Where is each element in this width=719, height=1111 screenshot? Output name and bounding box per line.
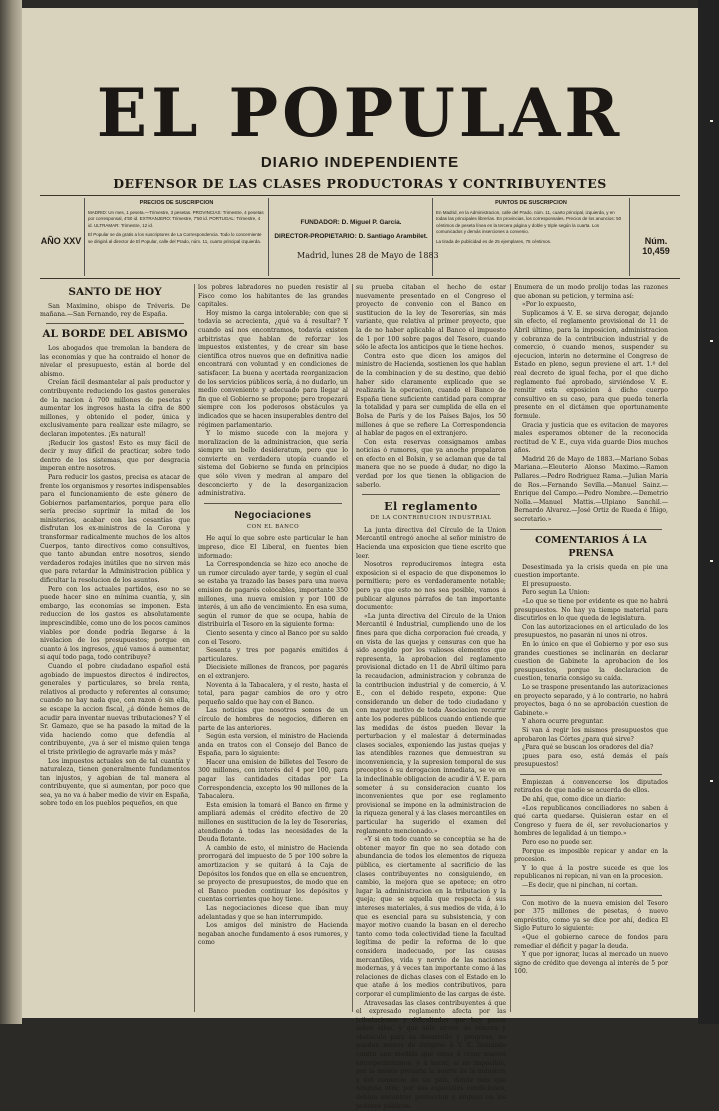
prices-note: El Popular se da gratis a los suscriptores de La Correspondencia. Todo lo concerniente se dirigirá al director de El Popular, calle del Prado, núm. 11, cuarto principal izquierda. [88, 232, 265, 245]
paragraph: Creían fácil desmantelar al país productor y contribuyente reduciendo los gastos generales de la nacion á 700 millones de pesetas y aumentar los ingresos hasta la cifra de 800 millones, y obtenido el poder, única y exclusivamente para realizar este milagro, se declaran impotentes. ¡Es natural! [40, 379, 190, 439]
paragraph: «Los republicanos conciliadores no saben á qué carta quedarse. Quisieran estar en el Congreso y fuera de él, ser revolucionarios y hombres de legalidad á un tiempo.» [514, 805, 668, 839]
paragraph: Los impuestos actuales son de tal cuantía y naturaleza, tienen generalmente fundamentos tan injustos, y agobian de tal manera al contribuyente, que si aumentan, por poco que sea, ya no va á haber medio de vivir en España, sobre todo en los pueblos pequeños, en que [40, 758, 190, 810]
paragraph: Y ahora ocurre preguntar. [514, 718, 668, 727]
paragraph: Suplicamos á V. E. se sirva derogar, dejando sin efecto, el reglamento provisional de 11 de Abril último, para la imposicion, administracion y cobranza de la contribucion industrial y de comercio, ó cuando menos, suspender su ejecucion, interin no determine el Congreso de Estado en pleno, segun previene el art. 1.º del real decreto de igual fecha, por el que dicho reglamento fué aprobado, sirviéndose V. E. remitir esta exposicion á dicho cuerpo consultivo en su caso, para que pueda tenerla presente en el dictámen que oportunamente formule. [514, 310, 668, 422]
paragraph: los pobres labradores no pueden resistir al Fisco como los habitantes de las grandes capitales. [198, 284, 348, 310]
edge-mark [710, 780, 713, 782]
article-heading: AL BORDE DEL ABISMO [40, 328, 190, 341]
paragraph: Atravesadas las clases contribuyentes á que el expresado reglamento afecta por las tributaciones y dificultades que hoy pesan sobre ellas, y que sólo sirven de rémora y obstáculo para su desarrollo y progreso, no pueden menos de dirigirse á V. E. llamando contra una medida que viene á crear nuevos entorpecimientos, y á hacer, si no imposible, por lo menos precaria la suerte de la industria y del comercio de un país, donde más que ninguna otra, por sus especiales condiciones, debían encontrar proteccion y amparo en los poderes públicos. [356, 1000, 506, 1111]
paragraph: Las noticias que nosotros somos de un círculo de hombres de negocios, difieren en parte de las anteriores. [198, 707, 348, 733]
prices-text: MADRID: Un mes, 1 peseta.—Trimestre, 3 pesetas. PROVINCIAS: Trimestre, 4 pesetas por corresponsal, 4'50 id. EXTRANJERO: Trimestre, 7'50 id. PORTUGAL: Trimestre, 4 id. ULTRAMAR: Trimestre, 12 id. [88, 210, 265, 230]
santo-heading: SANTO DE HOY [40, 286, 190, 299]
director-line: DIRECTOR-PROPIETARIO: D. Santiago Arambilet. [272, 230, 430, 244]
edge-mark [710, 120, 713, 122]
paragraph: Cuando el pobre ciudadano español está agobiado de impuestos directos é indirectos, generales y particulares, so brela renta, relativos al producto y referentes al consumo; cuando no hay nada que, con razon ó sin ella, se escape la accion fiscal, ¿á dónde hemos de acudir para inventar nuevas tributaciones? Y el Sr. Gamazo, que se ha pasado la mitad de la vida haciendo como que defendía al contribuyente, ¿va á ser el mismo quien tenga el triste privilegio de agravarle más y más? [40, 663, 190, 758]
paragraph: Contra esto que dicen los amigos del ministro de Hacienda, sostienen los que hablan de la combinacion y de su destino, que debió haber sido claramente explicado que se realizaría la operacion, cuando el Banco de España tiene suficiente cantidad para comprar la totalidad y para ser cumplida de ella en el Bolsa de París y de los Países Bajos, los 50 millones á que se refiere La Correspondencia al hablar de pagos en el extranjero. [356, 353, 506, 439]
paragraph: ¡Reducir los gastos! Esto es muy fácil de decir y muy difícil de practicar, sobre todo dentro de los sistemas, que por desgracia imperan entre nosotros. [40, 440, 190, 474]
paragraph: Los abogados que tremolan la bandera de las economías y que ha contraido el honor de nivelar el presupuesto, están al borde del abismo. [40, 345, 190, 379]
article-subheading: CON EL BANCO [198, 523, 348, 532]
paragraph: Pero segun La Union: [514, 589, 668, 598]
section-rule [520, 529, 662, 530]
paragraph: «Lo que se tiene por evidente es que no habrá presupuestos. No hay ya tiempo material para discutirlos en lo que queda de legislatura. [514, 598, 668, 624]
paragraph: su prueba citaban el hecho de estar nuevamente presentado en el Congreso el proyecto de convenio con el Banco en sustitucion de la ley de Tesorerías, sin más variante, que relativa al primer proyecto, que la de no haber aplicable al Banco el impuesto de 1 por 100 sobre pagos del Tesoro, cuando sólo le afecta los anticipos que le tiene hechos. [356, 284, 506, 353]
paragraph: ¿Para qué se buscan los oradores del día? [514, 744, 668, 753]
paragraph: En lo único en que el Gobierno y por eso sus grandes cuestiones se inclinarán en declarar cuestion de Gabinete la aprobacion de los presupuestos, porque la declaracion de cuestion, tenaria consigo su caída. [514, 641, 668, 684]
paragraph: Esta emision la tomará el Banco en firme y ampliará además el crédito efectivo de 20 millones en sustitucion de la ley de Tesorerías, atendiendo á todas las necesidades de la Deuda flotante. [198, 802, 348, 845]
masthead-subtitle: DIARIO INDEPENDIENTE [22, 154, 698, 171]
points-note: La tirada de publicidad es de 25 ejemplares, 75 céntimos. [436, 239, 626, 246]
paragraph: La Correspondencia se hizo eco anoche de un rumor circulado ayer tarde, y según el cual se estaba ya trazado las bases para una nueva emision de pagarés colocables, importante 350 millones, una nueva emision y por 100 de interés, á un año de vencimiento. En esa suma, según el rumor de que se ocupa, había de distribuirla el Tesoro en la siguiente forma: [198, 561, 348, 630]
paragraph: Enumera de un modo prolijo todas las razones que abonan su peticion, y termina así: [514, 284, 668, 301]
paragraph: Hoy mismo la carga intolerable; con que si todavía se acrecienta, ¿qué va á resultar? Y cuando así nos encontramos, todavía existen arbitristas que hablan de reforzar los impuestos existentes, y de crear sin base científica otros nuevos que en definitiva nadie encontrará con voluntad y en condiciones de satisfacer. La buena y acertada reorganizacion de los servicios públicos sería, á no dudarlo, un medio conveniente y adecuado para llegar al fin que el Gobierno se propone; pero tropezará siempre con los poderosos obstáculos ya indicados que se hacen insuperables dentro del régimen parlamentario. [198, 310, 348, 430]
paragraph: Porque es imposible repicar y andar en la procesion. [514, 848, 668, 865]
issue-number: Núm. 10,459 [632, 198, 680, 276]
paragraph: Desestimada ya la crisis queda en pie una cuestion importante. [514, 564, 668, 581]
section-rule [362, 494, 500, 495]
paragraph: De ahí, que, como dice un diario: [514, 796, 668, 805]
column-divider [352, 284, 353, 1012]
paragraph: Lo se traspone presentando las autorizaciones en proyecto separado, y á lo contrario, no habrá proyectos, baga ó no se aprobación cuestion de Gabinete.» [514, 684, 668, 718]
paragraph: «Por lo expuesto, [514, 301, 668, 310]
section-rule [204, 503, 342, 504]
paragraph: Pero eso no puede ser. [514, 839, 668, 848]
masthead-title: EL POPULAR [22, 78, 698, 148]
newspaper-page [22, 8, 698, 1018]
article-subheading: DE LA CONTRIBUCION INDUSTRIAL [356, 514, 506, 523]
column-2 [198, 284, 348, 1014]
paragraph: Con motivo de la nueva emision del Tesoro por 375 millones de pesetas, ó nuevo empréstito, como ya se dice por ahí, dedica El Siglo Futuro lo siguiente: [514, 900, 668, 934]
paragraph: Los amigos del ministro de Hacienda negaban anoche fundamento á esos rumores, y como [198, 922, 348, 948]
paragraph: Y lo que á la postre sucede es que los republicanos ni repican, ni van en la procesion. [514, 865, 668, 882]
subscription-prices [84, 198, 269, 276]
paragraph: Gracia y justicia que es evitacion de mayores males esperamos obtener de la reconocida rectitud de V. E., cuya vida guarde Dios muchos años. [514, 422, 668, 456]
article-heading: COMENTARIOS Á LA PRENSA [514, 534, 668, 560]
section-rule [520, 895, 662, 896]
column-4 [514, 284, 668, 1014]
column-1 [40, 284, 190, 1014]
points-heading: PUNTOS DE SUSCRIPCION [436, 200, 626, 207]
paragraph: Noventa á la Tabacalera, y el resto, hasta el total, para pagar cambios de oro y otro pequeño saldo que hay con el Banco. [198, 682, 348, 708]
paragraph: «Que el gobierno carece de fondos para remediar el déficit y pagar la deuda. [514, 934, 668, 951]
subscription-points [432, 198, 630, 276]
issue-date: Madrid, lunes 28 de Mayo de 1883 [297, 251, 439, 260]
issue-year: AÑO XXV [40, 198, 82, 276]
paragraph: Para reducir los gastos, precisa es atacar de frente los organismos y resortes indispensables para el funcionamiento de este género de Gobiernos parlamentarios, porque para ello sería preciso suprimir la mitad de los ministerios, acabar con las cesantías que disfrutan los ex-ministros de la Corona y transformar radicalmente muchos de los altos Cuerpos, tanto directivos como consultivos, que tanto abundan entre nosotros, siendo verdaderos rodajes inútiles que no sirven más que para retardar la Administracion pública y dificultar la resolucion de los asuntos. [40, 474, 190, 586]
binding-gutter [0, 0, 22, 1024]
paragraph: —Es decir, que ni pinchan, ni cortan. [514, 882, 668, 891]
column-divider [510, 284, 511, 1012]
paragraph: Y lo mismo sucede con la mejora y moralizacion de la administracion, que sería siempre un bello desideratum, pero que lo convierte en verdadera utopía cuando el sistema del Gobierno se funda en principios que sólo viven y medran al amparo del desconcierto y de la desorganizacion administrativa. [198, 430, 348, 499]
paragraph: «Y si en todo cuanto se conceptúa se ha de obtener mayor fin que no sea dotado con abundancia de todos los elementos de riqueza pública, es ciertamente al sacrificio de las clases contribuyentes no consiguiendo, en cambio, la mejora que se apetece; en otro lugar la administracion en la tributacion y la queja; que se aquella que respecta á sus intereses materiales, á sus medios de vida, á lo que es esencial para su subsistencia, y con mayor motivo cuando la basan en el derecho tanto como toda colectividad tiene la facultad legítima de pedir la reforma de lo que considera inadecuado, por las causas mercantiles, vida y nervio de las naciones modernas, y á veces tan importante como á las relaciones de dichas clases con el Estado en lo que atañe á los medios contributivos, para corporar el cumplimiento de las cargas de éste. [356, 836, 506, 999]
paragraph: Si van á regir los mismos presupuestos que aprobaron las Córtes ¿para qué sirve? [514, 727, 668, 744]
prices-heading: PRECIOS DE SUSCRIPCION [88, 200, 265, 207]
points-text: En Madrid, en la Administracion, calle del Prado, núm. 11, cuarto principal, izquierda, y en todas las principales librerías. En provincias, los corresponsales. Precios de los anuncios: 50 céntimos de peseta línea en la tercera página y doble y triple según la cuarta. Los comunicados y demás inserciones a convenio. [436, 210, 626, 236]
paragraph: Según esta version, el ministro de Hacienda anda en tratos con el Consejo del Banco de España, para lo siguiente: [198, 733, 348, 759]
paragraph: Las negociaciones dicese que iban muy adelantadas y que se han interrumpido. [198, 905, 348, 922]
paragraph: Empiezan á convencerse los diputados retirados de que nadie se acuerda de ellos. [514, 779, 668, 796]
paragraph: La junta directiva del Círculo de la Union Mercantil entregó anoche al señor ministro de Hacienda una exposicion que tiene escrito que leer. [356, 527, 506, 561]
founder-line: FUNDADOR: D. Miguel P. García. [272, 216, 430, 230]
paragraph: Pero con los actuales partidos, eso no se puede hacer sino en mínima cuantía, y, sin embargo, las economías se imponen. Esta reduccion de los gastos es absolutamente imprescindible, como uno de los pocos caminos viables por donde podría llegarse á la nivelacion de los presupuestos; porque en cuanto á los ingresos, ¿qué vamos á aumentar, si aquí todo paga, todo contribuye? [40, 586, 190, 663]
edge-mark [710, 560, 713, 562]
section-rule [46, 323, 184, 324]
info-bar [40, 198, 680, 276]
header-rule [40, 195, 680, 196]
article-heading: Negociaciones [198, 510, 348, 522]
paragraph: Diecisiete millones de francos, por pagarés en el extranjero. [198, 664, 348, 681]
santo-text: San Maximino, obispo de Tréveris. De mañana.—San Fernando, rey de España. [40, 303, 190, 319]
paragraph: Hacer una emision de billetes del Tesoro de 300 millones, con interés del 4 por 100, para pagar las cantidades citadas por La Correspondencia, excepto los 90 millones de la Tabacalera. [198, 759, 348, 802]
scan-edge [698, 0, 719, 1024]
paragraph: Con esta reservas consignamos ambas noticias ó rumores, que ya anoche propalaron en efecto en el Bolsin, y se aclaman que de tal manera que no se puede á dudar, no digo la verdad por los que tienen la obligacion de saberlo. [356, 439, 506, 491]
column-divider [194, 284, 195, 1012]
column-3 [356, 284, 506, 1014]
paragraph: Sesenta y tres por pagarés emitidos á particulares. [198, 647, 348, 664]
edge-mark [710, 340, 713, 342]
masthead-motto: DEFENSOR DE LAS CLASES PRODUCTORAS Y CONTRIBUYENTES [22, 176, 698, 191]
article-heading: El reglamento [356, 501, 506, 513]
info-rule [40, 278, 680, 279]
paragraph: ¡pues para eso, está demás el país presupuestos! [514, 753, 668, 770]
paragraph: He aquí lo que sobre este particular le han impreso, dice El Liberal, en fuentes bien informado: [198, 535, 348, 561]
section-rule [520, 774, 662, 775]
paragraph: Y que por ignorar, lucas al mercado un nuevo signo de crédito que devenga al interés de 5 por 100. [514, 951, 668, 977]
paragraph: Ciento sesenta y cinco al Banco por su saldo con el Tesoro. [198, 630, 348, 647]
paragraph: A cambio de esto, el ministro de Hacienda prorrogará del impuesto de 5 por 100 sobre la amortizacion y se quitará á la Caja de Depósitos los fondos que en ella se encuentren, se proyecto de presupuestos, de modo que en el Banco pueden continuar los depósitos y cuentas corrientes que hoy tiene. [198, 845, 348, 905]
paragraph: Nosotros reproduciremos íntegra esta exposicion si el espacio de que disponemos lo permitiera; pero es verdaderamente notable; pero ya que esto no nos sea posible, vamos á publicar algunos párrafos de tan importante documento: [356, 561, 506, 613]
founder-block [272, 198, 430, 294]
paragraph: Con las autorizaciones en el articulado de los presupuestos, no pasarán ni unos ni otros. [514, 624, 668, 641]
paragraph: Madrid 26 de Mayo de 1883.—Mariano Sobas Mariana.—Eleuterio Alonso Maximo.—Ramon Pallares.—Pedro Rodriguez Rama.—Julian Maria de Ros.—Fernando Sevilla.—Manuel Sainz.—Enrique del Campo.—Pedro Nombre.—Demetrio Nolla.—Manuel Mattis.—Ulpiano Sanchil.—Bernardo Alvarez.—José Ortiz de Rueda é Iñigo, secretario.» [514, 456, 668, 525]
paragraph: El presupuesto. [514, 581, 668, 590]
paragraph: «La junta directiva del Círculo de la Union Mercantil é Industrial, cumpliendo uno de los fines para que dicha corporacion fué creada, y en vista de las quejas y censuras con que ha sido acogido por los valiosos elementos que representa, la aprobacion del reglamento provisional dictado en 11 de Abril último para la recaudacion, administracion y cobranza de la contribucion industrial y de comercio, á V. E., con el debido respeto, expone: Que considerando un deber de todo ciudadano y con mayor motivo de toda Asociacion recurrir ante los poderes públicos cuando entiende que las medidas de éstos pueden llevar la perturbacion y el malestar á determinadas clases sociales, exponiendo las justas quejas y las atendibles razones que demuestran su inconveniencia, y la supresion temporal de sus preceptos ó su derogacion inmediata, se ve en la indeclinable obligacion de acudir á V. E. para someter á su consideracion cuanto los inconvenientes que por ese reglamento provisional se impone en la administracion de la riqueza general y á las clases mercantiles en particular ha sugerido el examen del reglamento mencionado.» [356, 613, 506, 836]
